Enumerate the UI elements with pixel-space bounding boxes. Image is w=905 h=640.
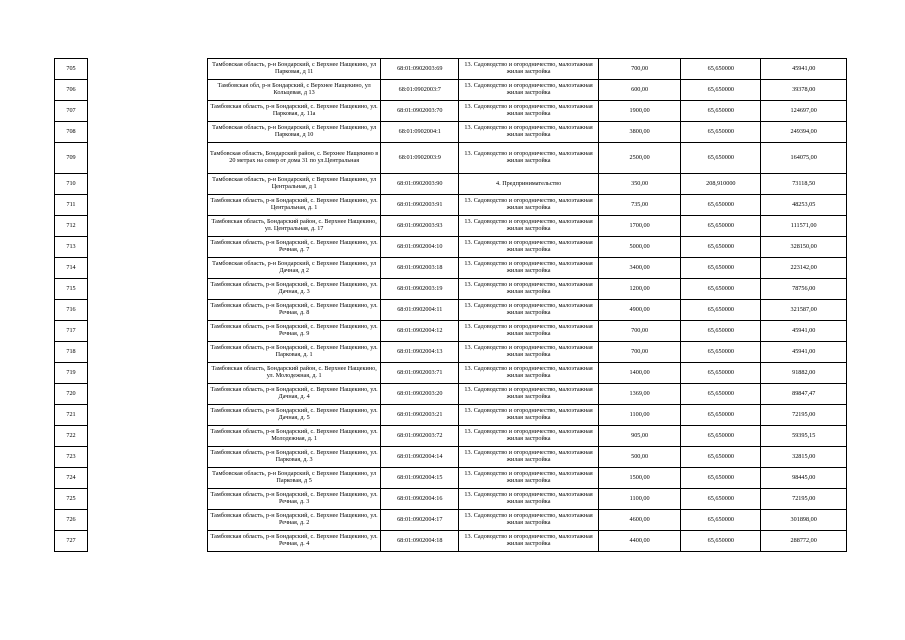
area-cell: 4400,00 [598,531,680,552]
table-row [55,59,88,80]
table-row [208,489,847,510]
cadastral-number-cell: 68:01:0902003:69 [381,59,459,80]
cadastral-value-cell: 89847,47 [761,384,847,405]
table-row [55,174,88,195]
land-use-cell: 13. Садоводство и огородничество, малоэтажная жилая застройка [459,143,599,174]
cadastral-value-cell: 301898,00 [761,510,847,531]
cadastral-number-cell: 68:01:0902003:19 [381,279,459,300]
area-cell: 1100,00 [598,489,680,510]
area-cell: 1100,00 [598,405,680,426]
land-use-cell: 13. Садоводство и огородничество, малоэтажная жилая застройка [459,510,599,531]
row-number-cell: 727 [55,531,88,552]
address-cell: Тамбовская область, Бондарский район, с. Верхнее Нащекино, ул. Центральная, д. 17 [208,216,381,237]
address-cell: Тамбовская область, р-н Бондарский, с. Верхнее Нащекино, ул. Речная, д. 2 [208,510,381,531]
land-use-cell: 13. Садоводство и огородничество, малоэтажная жилая застройка [459,101,599,122]
cadastral-value-cell: 321587,00 [761,300,847,321]
cadastral-number-cell: 68:01:0902004:13 [381,342,459,363]
cadastral-number-cell: 68:01:0902004:1 [381,122,459,143]
row-number-column [54,58,88,552]
row-number-cell: 723 [55,447,88,468]
table-row [208,174,847,195]
area-cell: 905,00 [598,426,680,447]
row-number-cell: 719 [55,363,88,384]
cadastral-value-cell: 98445,00 [761,468,847,489]
land-use-cell: 13. Садоводство и огородничество, малоэтажная жилая застройка [459,237,599,258]
cadastral-number-cell: 68:01:0902004:15 [381,468,459,489]
cadastral-number-cell: 68:01:0902004:12 [381,321,459,342]
area-cell: 3400,00 [598,258,680,279]
land-use-cell: 13. Садоводство и огородничество, малоэтажная жилая застройка [459,321,599,342]
table-row [55,363,88,384]
row-number-cell: 717 [55,321,88,342]
address-cell: Тамбовская область, р-н Бондарский, с. Верхнее Нащекино, ул. Молодежная, д. 1 [208,426,381,447]
cadastral-value-cell: 45941,00 [761,59,847,80]
table-row [208,384,847,405]
row-number-cell: 708 [55,122,88,143]
land-use-cell: 13. Садоводство и огородничество, малоэтажная жилая застройка [459,300,599,321]
area-cell: 1369,00 [598,384,680,405]
row-number-cell: 707 [55,101,88,122]
cadastral-number-cell: 68:01:0902004:17 [381,510,459,531]
address-cell: Тамбовская область, Бондарский район, с. Верхнее Нащекино в 20 метрах на север от дома 31 по ул.Центральная [208,143,381,174]
area-cell: 4600,00 [598,510,680,531]
cadastral-value-cell: 72195,00 [761,489,847,510]
table-row [208,363,847,384]
table-row [55,80,88,101]
address-cell: Тамбовская область, р-н Бондарский, с Верхнее Нащекино, ул Центральная, д 1 [208,174,381,195]
row-number-cell: 705 [55,59,88,80]
address-cell: Тамбовская область, р-н Бондарский, с. Верхнее Нащекино, ул. Речная, д. 8 [208,300,381,321]
row-number-cell: 715 [55,279,88,300]
table-row [55,342,88,363]
land-use-cell: 13. Садоводство и огородничество, малоэтажная жилая застройка [459,342,599,363]
table-row [55,195,88,216]
area-cell: 1500,00 [598,468,680,489]
cadastral-number-cell: 68:01:0902003:18 [381,258,459,279]
area-cell: 1400,00 [598,363,680,384]
cadastral-value-cell: 45941,00 [761,321,847,342]
area-cell: 700,00 [598,342,680,363]
table-row [55,510,88,531]
table-row [55,321,88,342]
land-use-cell: 13. Садоводство и огородничество, малоэтажная жилая застройка [459,489,599,510]
address-cell: Тамбовская область, р-н Бондарский, с Верхнее Нащекино, ул Дачная, д 2 [208,258,381,279]
rate-cell: 65,650000 [681,489,761,510]
cadastral-value-cell: 223142,00 [761,258,847,279]
cadastral-value-cell: 78756,00 [761,279,847,300]
address-cell: Тамбовская обл, р-н Бондарский, с Верхнее Нащекино, ул Кольцевая, д 13 [208,80,381,101]
land-use-cell: 13. Садоводство и огородничество, малоэтажная жилая застройка [459,258,599,279]
rate-cell: 65,650000 [681,216,761,237]
cadastral-value-cell: 124697,00 [761,101,847,122]
cadastral-value-cell: 111571,00 [761,216,847,237]
rate-cell: 65,650000 [681,321,761,342]
area-cell: 700,00 [598,59,680,80]
table-row [55,237,88,258]
table-row [208,531,847,552]
address-cell: Тамбовская область, р-н Бондарский, с. Верхнее Нащекино, ул. Дачная, д. 5 [208,405,381,426]
land-use-cell: 13. Садоводство и огородничество, малоэтажная жилая застройка [459,195,599,216]
row-number-cell: 711 [55,195,88,216]
cadastral-number-cell: 68:01:0902003:9 [381,143,459,174]
land-use-cell: 4. Предпринимательство [459,174,599,195]
land-parcels-body [208,59,847,552]
land-use-cell: 13. Садоводство и огородничество, малоэтажная жилая застройка [459,384,599,405]
table-row [208,101,847,122]
table-row [208,426,847,447]
rate-cell: 65,650000 [681,363,761,384]
rate-cell: 65,650000 [681,447,761,468]
cadastral-value-cell: 48253,05 [761,195,847,216]
rate-cell: 65,650000 [681,80,761,101]
address-cell: Тамбовская область, р-н Бондарский, с. Верхнее Нащекино, ул. Парковая, д. 3 [208,447,381,468]
row-number-cell: 713 [55,237,88,258]
rate-cell: 208,910000 [681,174,761,195]
table-row [208,447,847,468]
row-number-cell: 710 [55,174,88,195]
land-use-cell: 13. Садоводство и огородничество, малоэтажная жилая застройка [459,59,599,80]
rate-cell: 65,650000 [681,405,761,426]
cadastral-value-cell: 32815,00 [761,447,847,468]
area-cell: 350,00 [598,174,680,195]
rate-cell: 65,650000 [681,195,761,216]
area-cell: 500,00 [598,447,680,468]
table-row [55,531,88,552]
cadastral-value-cell: 45941,00 [761,342,847,363]
table-row [208,237,847,258]
cadastral-number-cell: 68:01:0902004:11 [381,300,459,321]
address-cell: Тамбовская область, Бондарский район, с. Верхнее Нащекино, ул. Молодежная, д. 1 [208,363,381,384]
address-cell: Тамбовская область, р-н Бондарский, с Верхнее Нащекино, ул Парковая, д 5 [208,468,381,489]
address-cell: Тамбовская область, р-н Бондарский, с. Верхнее Нащекино, ул. Дачная, д. 4 [208,384,381,405]
table-row [208,80,847,101]
table-row [208,321,847,342]
rate-cell: 65,650000 [681,258,761,279]
row-number-cell: 721 [55,405,88,426]
land-use-cell: 13. Садоводство и огородничество, малоэтажная жилая застройка [459,216,599,237]
area-cell: 1900,00 [598,101,680,122]
area-cell: 735,00 [598,195,680,216]
rate-cell: 65,650000 [681,468,761,489]
cadastral-value-cell: 73118,50 [761,174,847,195]
table-row [208,342,847,363]
land-use-cell: 13. Садоводство и огородничество, малоэтажная жилая застройка [459,531,599,552]
area-cell: 4900,00 [598,300,680,321]
cadastral-value-cell: 164075,00 [761,143,847,174]
cadastral-number-cell: 68:01:0902004:16 [381,489,459,510]
row-number-cell: 716 [55,300,88,321]
land-use-cell: 13. Садоводство и огородничество, малоэтажная жилая застройка [459,279,599,300]
table-row [208,405,847,426]
cadastral-number-cell: 68:01:0902003:91 [381,195,459,216]
area-cell: 1700,00 [598,216,680,237]
address-cell: Тамбовская область, р-н Бондарский, с Верхнее Нащекино, ул Парковая, д 10 [208,122,381,143]
land-parcels-table [207,58,847,552]
row-number-body [55,59,88,552]
table-row [55,101,88,122]
table-row [55,300,88,321]
rate-cell: 65,650000 [681,101,761,122]
address-cell: Тамбовская область, р-н Бондарский, с. Верхнее Нащекино, ул. Парковая, д. 11а [208,101,381,122]
table-row [208,300,847,321]
cadastral-number-cell: 68:01:0902004:14 [381,447,459,468]
cadastral-number-cell: 68:01:0902003:90 [381,174,459,195]
table-row [55,143,88,174]
table-row [208,279,847,300]
cadastral-value-cell: 91882,00 [761,363,847,384]
row-number-cell: 712 [55,216,88,237]
row-number-cell: 720 [55,384,88,405]
land-use-cell: 13. Садоводство и огородничество, малоэтажная жилая застройка [459,122,599,143]
table-row [208,122,847,143]
cadastral-number-cell: 68:01:0902003:70 [381,101,459,122]
cadastral-value-cell: 59395,15 [761,426,847,447]
row-number-cell: 725 [55,489,88,510]
cadastral-value-cell: 288772,00 [761,531,847,552]
address-cell: Тамбовская область, р-н Бондарский, с. Верхнее Нащекино, ул. Центральная, д. 1 [208,195,381,216]
area-cell: 600,00 [598,80,680,101]
row-number-cell: 722 [55,426,88,447]
rate-cell: 65,650000 [681,531,761,552]
address-cell: Тамбовская область, р-н Бондарский, с. Верхнее Нащекино, ул. Речная, д. 7 [208,237,381,258]
cadastral-number-cell: 68:01:0902004:10 [381,237,459,258]
area-cell: 700,00 [598,321,680,342]
cadastral-number-cell: 68:01:0902003:21 [381,405,459,426]
table-row [55,279,88,300]
row-number-cell: 724 [55,468,88,489]
address-cell: Тамбовская область, р-н Бондарский, с. Верхнее Нащекино, ул. Парковая, д. 1 [208,342,381,363]
table-row [55,468,88,489]
table-row [55,405,88,426]
cadastral-number-cell: 68:01:0902003:20 [381,384,459,405]
table-row [208,59,847,80]
rate-cell: 65,650000 [681,279,761,300]
table-row [208,143,847,174]
land-use-cell: 13. Садоводство и огородничество, малоэтажная жилая застройка [459,363,599,384]
area-cell: 3800,00 [598,122,680,143]
land-use-cell: 13. Садоводство и огородничество, малоэтажная жилая застройка [459,468,599,489]
cadastral-value-cell: 72195,00 [761,405,847,426]
rate-cell: 65,650000 [681,384,761,405]
cadastral-value-cell: 328150,00 [761,237,847,258]
table-row [55,489,88,510]
row-number-cell: 706 [55,80,88,101]
address-cell: Тамбовская область, р-н Бондарский, с. Верхнее Нащекино, ул. Речная, д. 9 [208,321,381,342]
area-cell: 1200,00 [598,279,680,300]
area-cell: 5000,00 [598,237,680,258]
table-row [208,216,847,237]
land-use-cell: 13. Садоводство и огородничество, малоэтажная жилая застройка [459,447,599,468]
row-number-cell: 709 [55,143,88,174]
cadastral-value-cell: 39378,00 [761,80,847,101]
row-number-cell: 714 [55,258,88,279]
rate-cell: 65,650000 [681,342,761,363]
table-row [55,384,88,405]
table-row [55,258,88,279]
rate-cell: 65,650000 [681,300,761,321]
land-use-cell: 13. Садоводство и огородничество, малоэтажная жилая застройка [459,405,599,426]
address-cell: Тамбовская область, р-н Бондарский, с. Верхнее Нащекино, ул. Дачная, д. 3 [208,279,381,300]
table-row [208,195,847,216]
rate-cell: 65,650000 [681,59,761,80]
land-use-cell: 13. Садоводство и огородничество, малоэтажная жилая застройка [459,80,599,101]
area-cell: 2500,00 [598,143,680,174]
table-row [208,258,847,279]
row-number-cell: 726 [55,510,88,531]
cadastral-number-cell: 68:01:0902003:72 [381,426,459,447]
cadastral-number-cell: 68:01:0902003:71 [381,363,459,384]
rate-cell: 65,650000 [681,143,761,174]
table-row [208,510,847,531]
rate-cell: 65,650000 [681,426,761,447]
cadastral-number-cell: 68:01:0902003:93 [381,216,459,237]
address-cell: Тамбовская область, р-н Бондарский, с. Верхнее Нащекино, ул. Речная, д. 4 [208,531,381,552]
rate-cell: 65,650000 [681,122,761,143]
rate-cell: 65,650000 [681,237,761,258]
cadastral-value-cell: 249394,00 [761,122,847,143]
table-row [55,122,88,143]
cadastral-number-cell: 68:01:0902004:18 [381,531,459,552]
table-row [55,426,88,447]
address-cell: Тамбовская область, р-н Бондарский, с Верхнее Нащекино, ул Парковая, д 11 [208,59,381,80]
cadastral-number-cell: 68:01:0902003:7 [381,80,459,101]
row-number-cell: 718 [55,342,88,363]
table-row [55,447,88,468]
rate-cell: 65,650000 [681,510,761,531]
address-cell: Тамбовская область, р-н Бондарский, с. Верхнее Нащекино, ул. Речная, д. 3 [208,489,381,510]
land-use-cell: 13. Садоводство и огородничество, малоэтажная жилая застройка [459,426,599,447]
table-row [55,216,88,237]
table-row [208,468,847,489]
